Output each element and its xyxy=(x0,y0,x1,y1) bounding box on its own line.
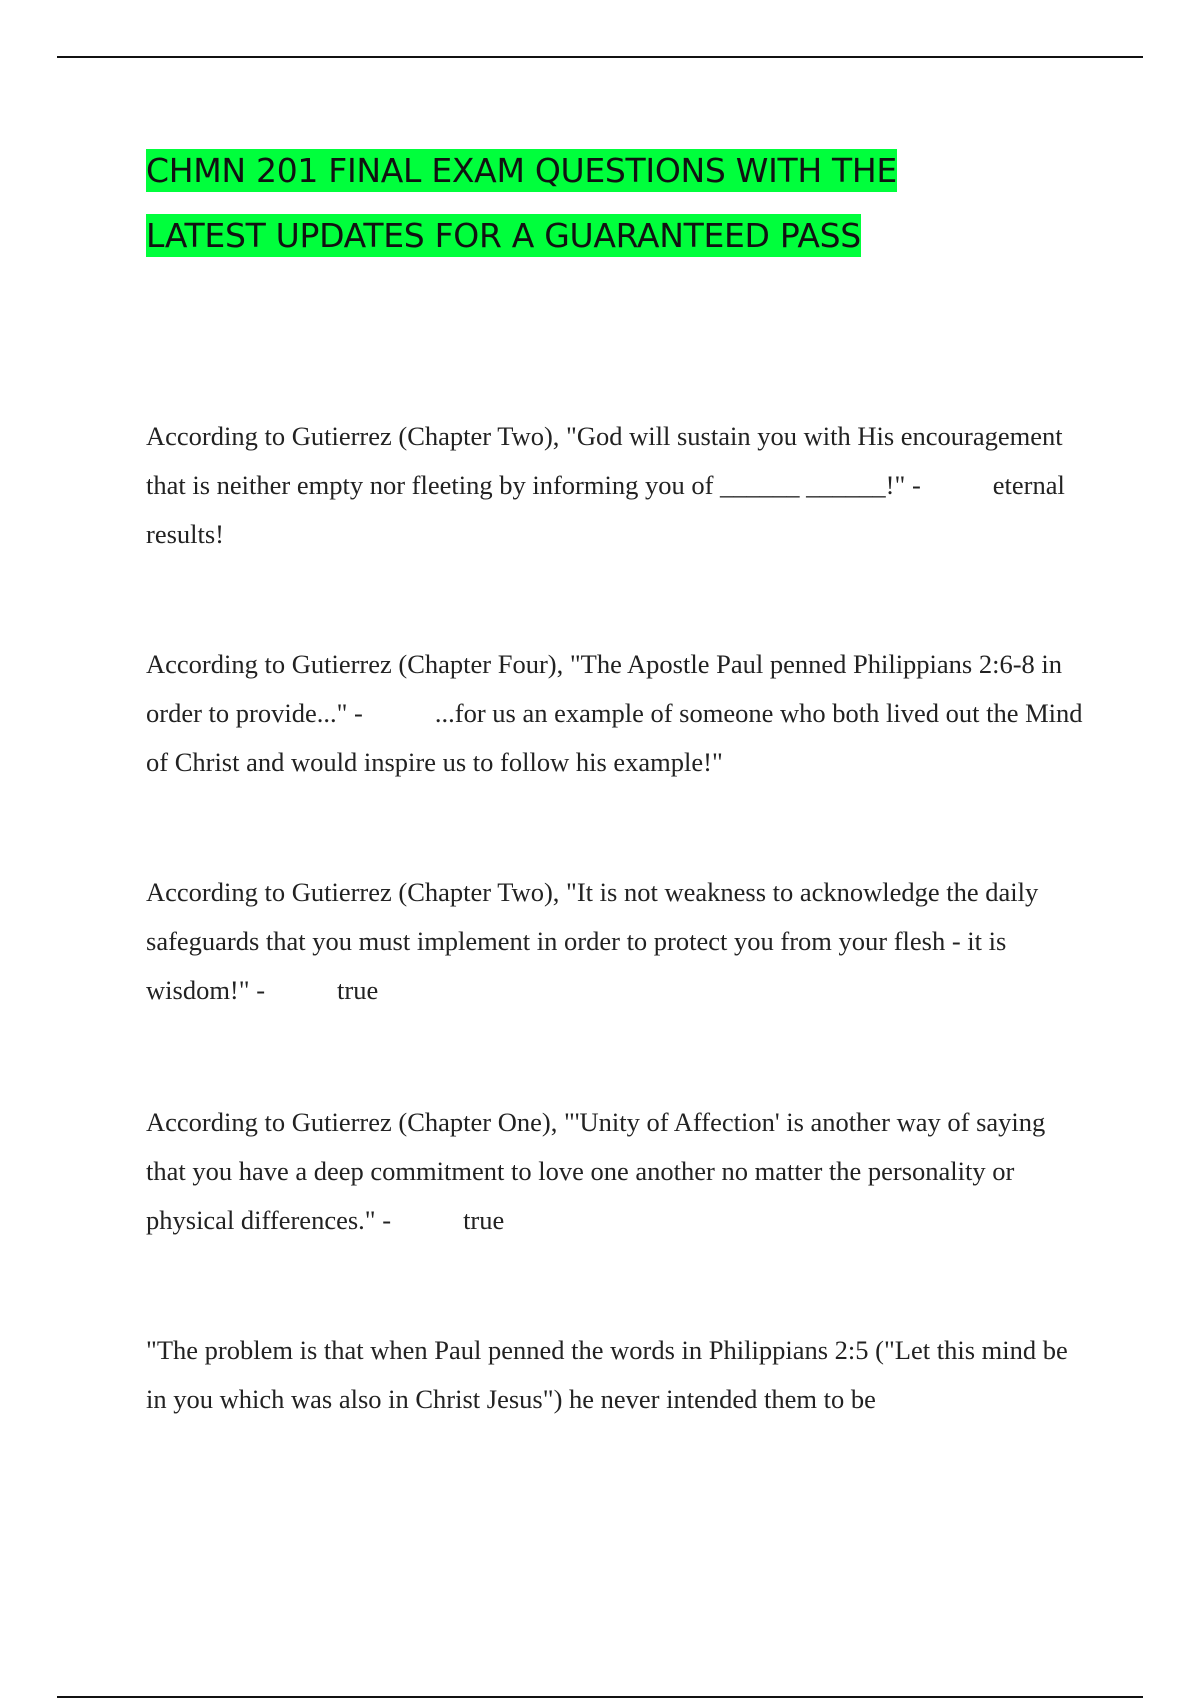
qa-item xyxy=(146,412,1091,559)
question-text: According to Gutierrez (Chapter Two), "God will sustain you with His encouragement that is neither empty nor fleeting by informing you of ______ ______!" - xyxy=(146,421,1063,500)
answer-text: true xyxy=(463,1205,505,1235)
qa-item xyxy=(146,640,1091,787)
question-text: "The problem is that when Paul penned the words in Philippians 2:5 ("Let this mind be in you which was also in Christ Jesus") he never intended them to be xyxy=(146,1335,1068,1414)
qa-item xyxy=(146,1326,1091,1424)
question-text: According to Gutierrez (Chapter One), "'Unity of Affection' is another way of saying that you have a deep commitment to love one another no matter the personality or physical differences." - xyxy=(146,1107,1046,1235)
question-text: According to Gutierrez (Chapter Four), "The Apostle Paul penned Philippians 2:6-8 in order to provide..." - xyxy=(146,649,1063,728)
answer-text: true xyxy=(337,975,379,1005)
qa-item xyxy=(146,1098,1091,1245)
answer-text: eternal results! xyxy=(146,470,1065,549)
title-line-1: CHMN 201 FINAL EXAM QUESTIONS WITH THE xyxy=(146,151,897,190)
header-rule xyxy=(57,56,1143,58)
footer-rule xyxy=(57,1696,1143,1698)
answer-text: ...for us an example of someone who both lived out the Mind of Christ and would inspire us to follow his example!" xyxy=(146,698,1083,777)
question-text: According to Gutierrez (Chapter Two), "It is not weakness to acknowledge the daily safeguards that you must implement in order to protect you from your flesh - it is wisdom!" - xyxy=(146,877,1039,1005)
qa-item xyxy=(146,868,1091,1015)
document-title xyxy=(146,138,1106,268)
title-line-2: LATEST UPDATES FOR A GUARANTEED PASS xyxy=(146,216,861,255)
